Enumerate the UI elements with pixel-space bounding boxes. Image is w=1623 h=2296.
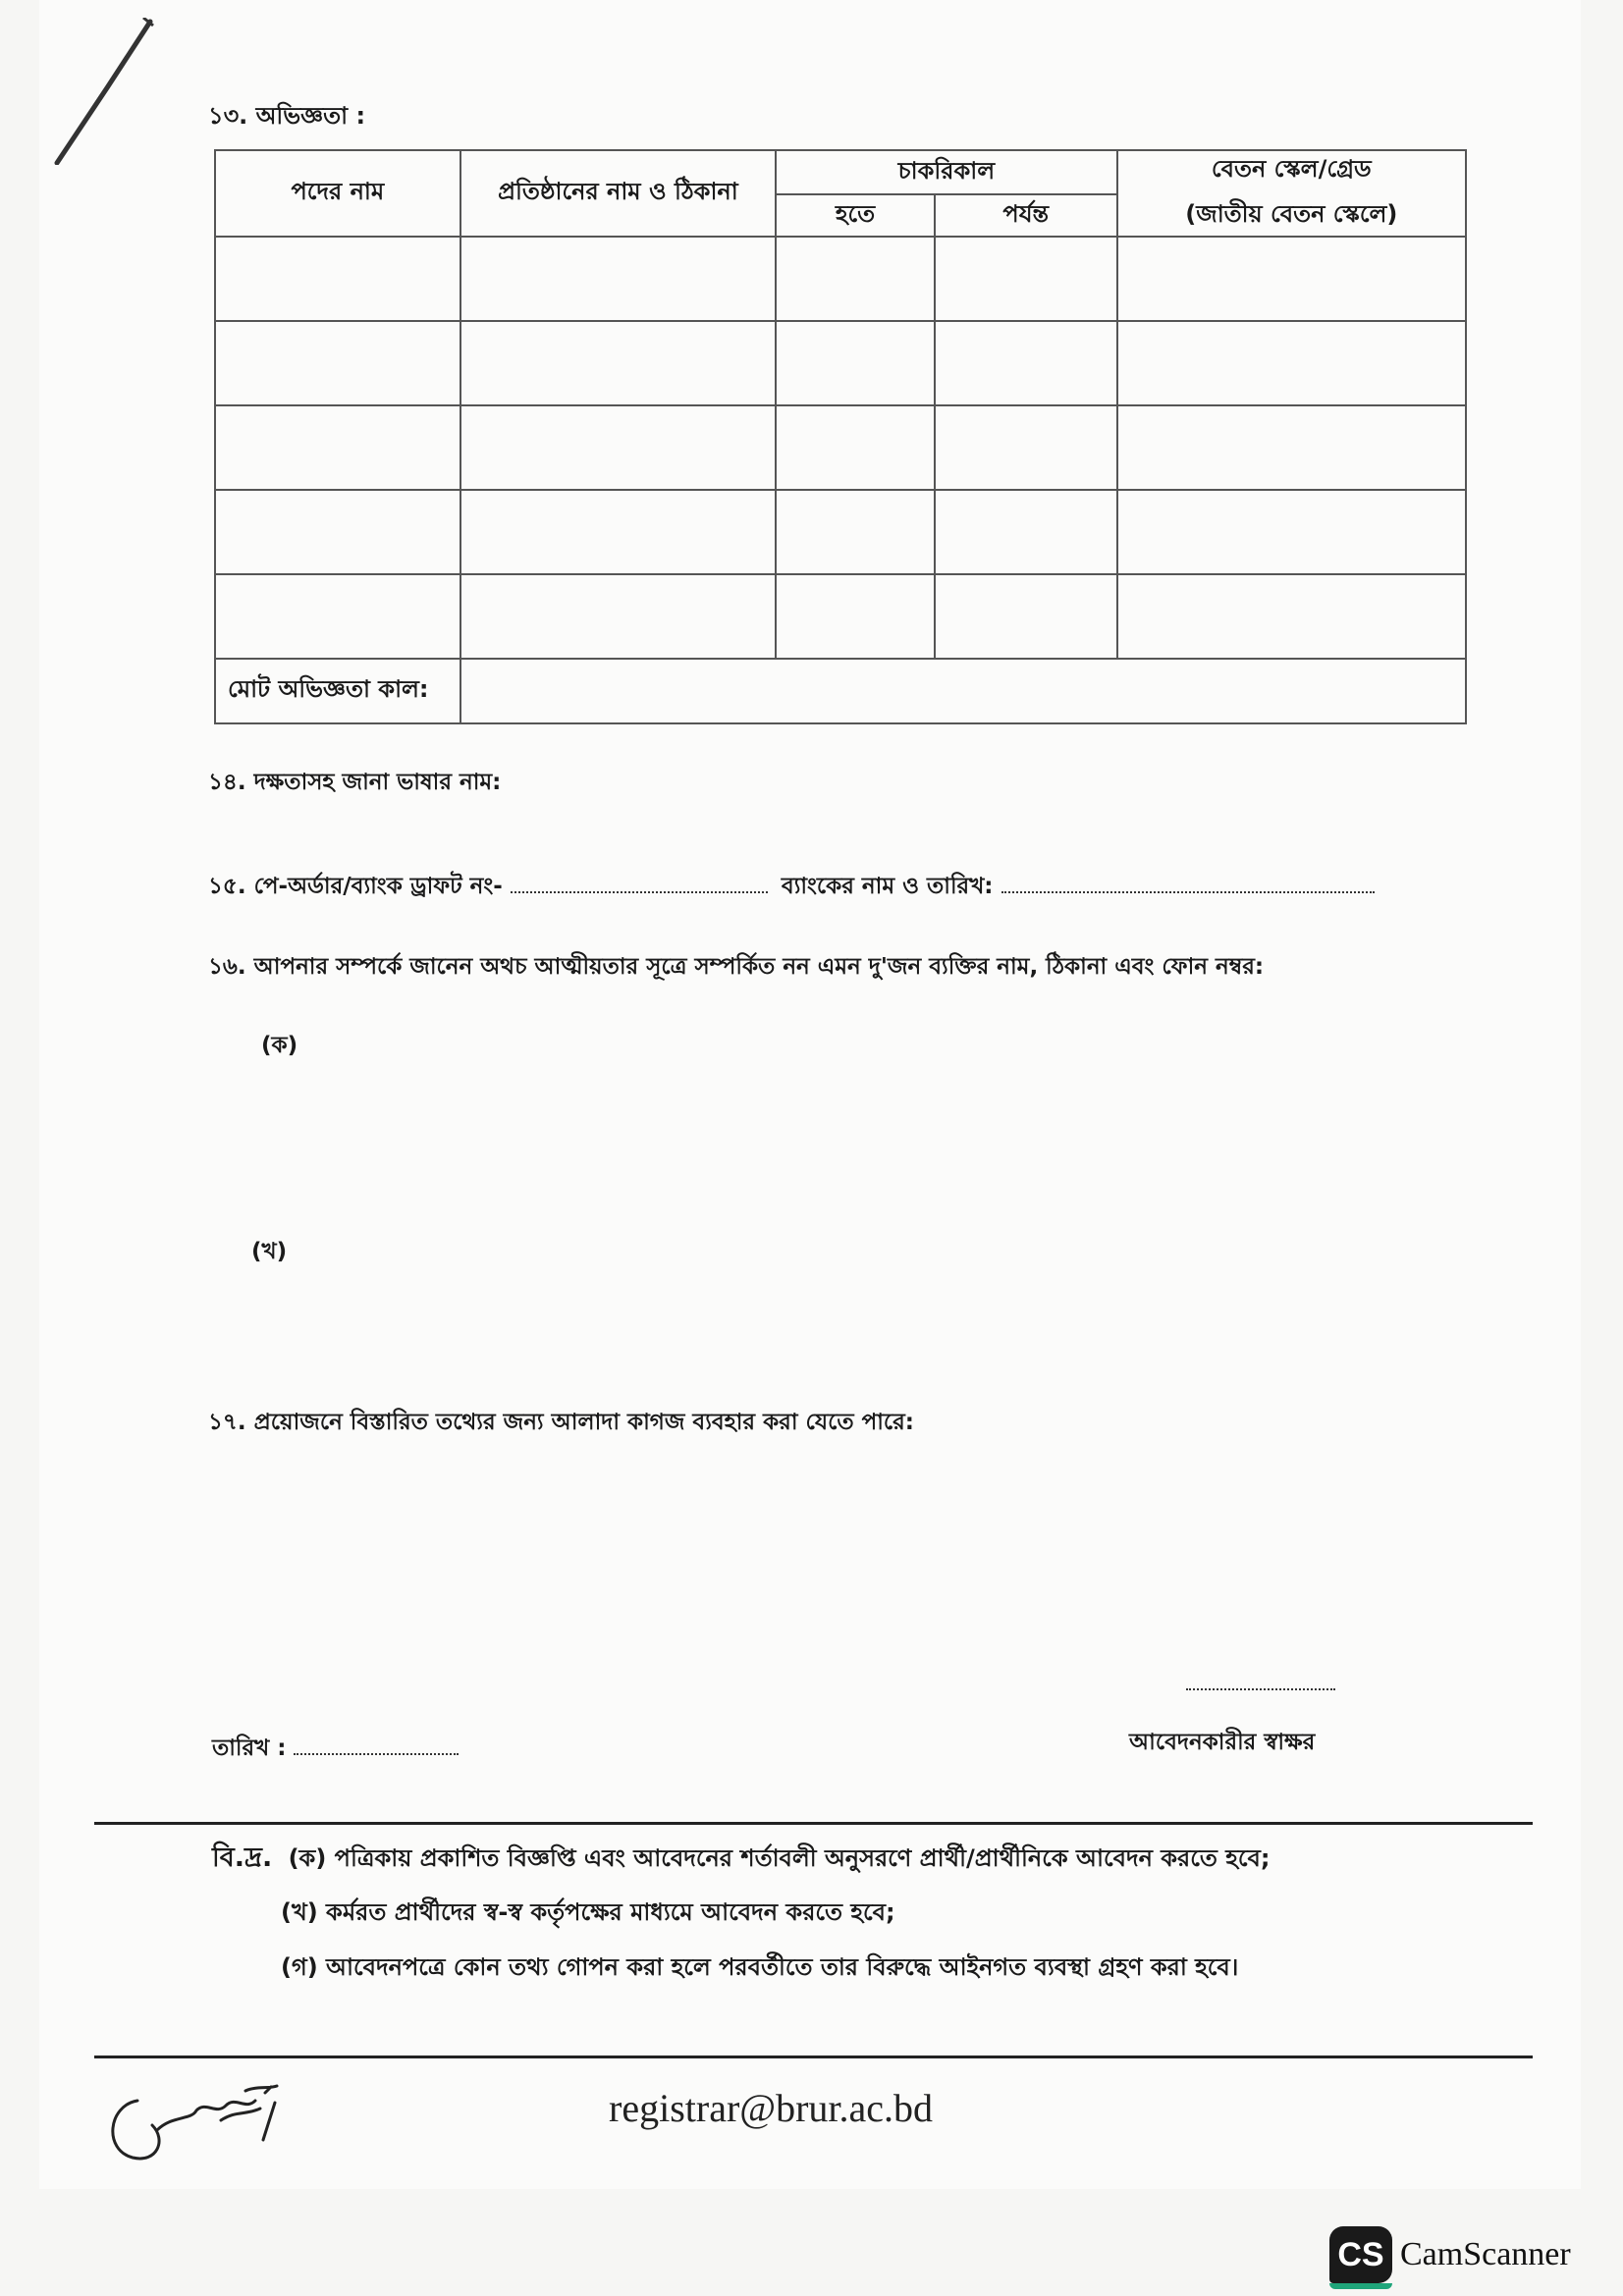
- cell[interactable]: [935, 321, 1117, 405]
- cell[interactable]: [935, 574, 1117, 659]
- total-value[interactable]: [460, 659, 1466, 723]
- table-row: [215, 490, 1466, 574]
- table-row: [215, 321, 1466, 405]
- section-17: ১৭. প্রয়োজনে বিস্তারিত তথ্যের জন্য আলাদা কাগজ ব্যবহার করা যেতে পারে:: [208, 1410, 914, 1435]
- note-a-line: [212, 1838, 1270, 1882]
- cell[interactable]: [215, 237, 460, 321]
- header-post: পদের নাম: [215, 150, 460, 237]
- cell[interactable]: [1117, 574, 1466, 659]
- cell[interactable]: [776, 321, 935, 405]
- cell[interactable]: [215, 321, 460, 405]
- cell[interactable]: [1117, 321, 1466, 405]
- table-row: [215, 237, 1466, 321]
- section-14: ১৪. দক্ষতাসহ জানা ভাষার নাম:: [208, 770, 502, 795]
- header-service: চাকরিকাল: [776, 150, 1116, 194]
- header-pay: [1117, 150, 1466, 237]
- cell[interactable]: [1117, 405, 1466, 490]
- footer-email[interactable]: registrar@brur.ac.bd: [609, 2086, 934, 2130]
- total-label: মোট অভিজ্ঞতা কাল:: [215, 659, 460, 723]
- pen-mark: [47, 18, 155, 165]
- cell[interactable]: [935, 237, 1117, 321]
- cell[interactable]: [460, 490, 777, 574]
- section-16: ১৬. আপনার সম্পর্কে জানেন অথচ আত্মীয়তার সূত্রে সম্পর্কিত নন এমন দু'জন ব্যক্তির নাম, ঠিকানা এবং ফোন নম্বর:: [208, 954, 1265, 980]
- cell[interactable]: [215, 490, 460, 574]
- signature-field[interactable]: [1186, 1688, 1335, 1690]
- signature-label: আবেদনকারীর স্বাক্ষর: [1129, 1730, 1316, 1755]
- camscanner-logo-icon: CS: [1329, 2226, 1392, 2283]
- cell[interactable]: [460, 321, 777, 405]
- total-row: [215, 659, 1466, 723]
- note-a: (ক) পত্রিকায় প্রকাশিত বিজ্ঞপ্তি এবং আবেদনের শর্তাবলী অনুসরণে প্রার্থী/প্রার্থীনিকে আবেদন করতে হবে;: [288, 1844, 1271, 1872]
- cell[interactable]: [776, 405, 935, 490]
- camscanner-watermark: CamScanner: [1400, 2236, 1571, 2272]
- payorder-label: ১৫. পে-অর্ডার/ব্যাংক ড্রাফট নং-: [208, 874, 503, 899]
- cell[interactable]: [776, 574, 935, 659]
- cell[interactable]: [460, 405, 777, 490]
- section-13-title: ১৩. অভিজ্ঞতা :: [208, 102, 366, 130]
- cell[interactable]: [460, 237, 777, 321]
- date-line: [212, 1730, 459, 1768]
- header-to: পর্যন্ত: [935, 194, 1117, 237]
- header-org: প্রতিষ্ঠানের নাম ও ঠিকানা: [460, 150, 777, 237]
- section-15: [208, 868, 1375, 906]
- referee-b-label: (খ): [251, 1239, 288, 1264]
- referee-a-label: (ক): [261, 1033, 298, 1058]
- note-b: (খ) কর্মরত প্রার্থীদের স্ব-স্ব কর্তৃপক্ষের মাধ্যমে আবেদন করতে হবে;: [281, 1898, 895, 1926]
- signature-scribble: [98, 2081, 304, 2174]
- divider-bottom: [94, 2056, 1533, 2058]
- header-from: হতে: [776, 194, 935, 237]
- header-pay-line2: (জাতীয় বেতন স্কেলে): [1185, 200, 1398, 228]
- cell[interactable]: [935, 405, 1117, 490]
- cell[interactable]: [1117, 237, 1466, 321]
- cell[interactable]: [215, 574, 460, 659]
- note-c: (গ) আবেদনপত্রে কোন তথ্য গোপন করা হলে পরবর্তীতে তার বিরুদ্ধে আইনগত ব্যবস্থা গ্রহণ করা হবে।: [281, 1953, 1239, 1981]
- cell[interactable]: [215, 405, 460, 490]
- table-row: [215, 405, 1466, 490]
- date-field[interactable]: [294, 1753, 459, 1755]
- payorder-field[interactable]: [511, 891, 768, 893]
- note-prefix: বি.দ্র.: [212, 1842, 273, 1873]
- header-pay-line1: বেতন স্কেল/গ্রেড: [1211, 155, 1372, 183]
- experience-table: [214, 149, 1467, 724]
- table-row: [215, 574, 1466, 659]
- cell[interactable]: [776, 237, 935, 321]
- cell[interactable]: [776, 490, 935, 574]
- cell[interactable]: [460, 574, 777, 659]
- cell[interactable]: [1117, 490, 1466, 574]
- bank-field[interactable]: [1001, 891, 1375, 893]
- divider-top: [94, 1822, 1533, 1825]
- date-label: তারিখ :: [212, 1735, 287, 1761]
- bank-label: ব্যাংকের নাম ও তারিখ:: [781, 874, 994, 899]
- cell[interactable]: [935, 490, 1117, 574]
